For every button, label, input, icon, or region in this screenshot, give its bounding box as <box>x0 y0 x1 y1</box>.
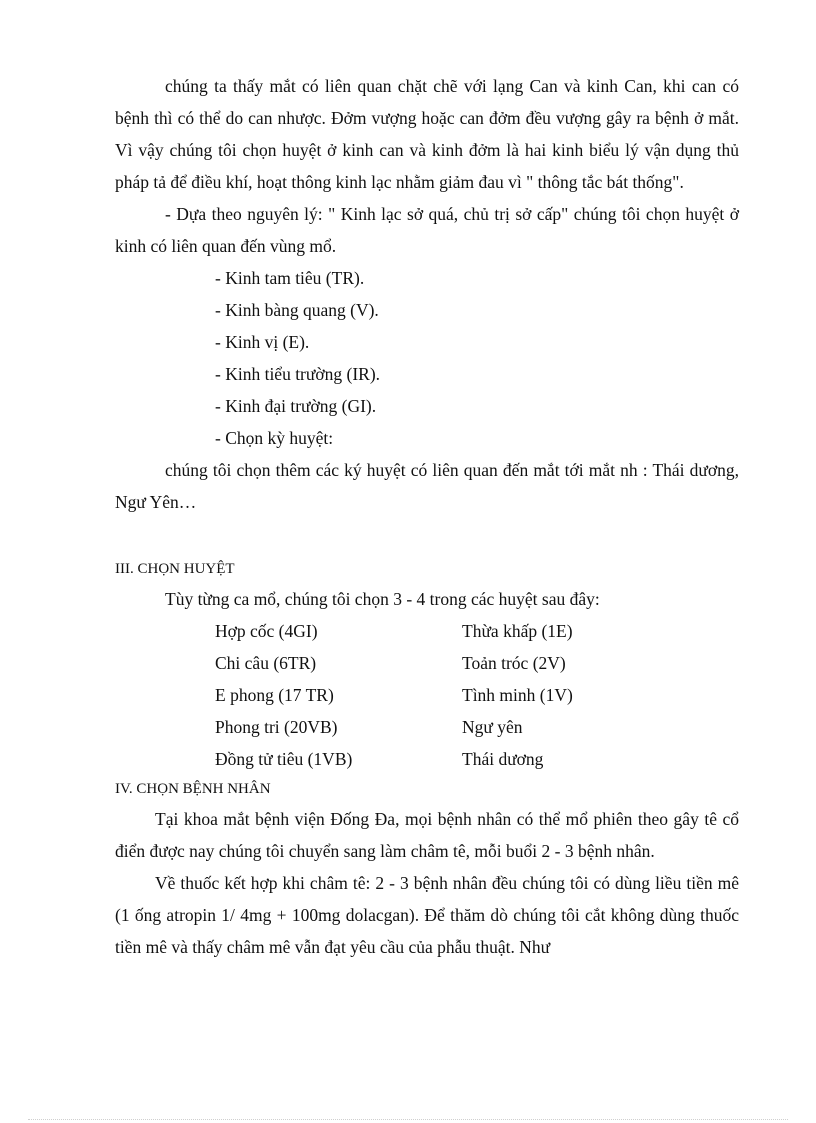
list-item: - Chọn kỳ huyệt: <box>215 428 334 448</box>
list-item: - Kinh tiểu trường (IR). <box>215 364 381 384</box>
list-item: - Kinh đại trường (GI). <box>215 396 377 416</box>
paragraph-principle: - Dựa theo nguyên lý: " Kinh lạc sở quá, chủ trị sở cấp" chúng tôi chọn huyệt ở kinh có liên quan đến vùng mổ. <box>115 204 739 256</box>
page-bottom-rule <box>28 1119 788 1120</box>
section-3 <box>115 555 739 775</box>
acupoint-right: Toản tróc (2V) <box>462 653 566 673</box>
section-4 <box>115 775 739 963</box>
meridian-list <box>115 262 739 454</box>
paragraph-extra-points: chúng tôi chọn thêm các ký huyệt có liên quan đến mắt tới mắt nh : Thái dương, Ngư Yên… <box>115 460 739 512</box>
paragraph-patients: Tại khoa mắt bệnh viện Đống Đa, mọi bệnh nhân có thể mổ phiên theo gây tê cổ điển được nay chúng tôi chuyển sang làm châm tê, mỗi buổi 2 - 3 bệnh nhân. <box>115 809 739 861</box>
paragraph-premedication: Về thuốc kết hợp khi châm tê: 2 - 3 bệnh nhân đều chúng tôi có dùng liều tiền mê (1 ống atropin 1/ 4mg + 100mg dolacgan). Để thăm dò chúng tôi cắt không dùng thuốc tiền mê và thấy châm mê vẫn đạt yêu cầu của phẫu thuật. Như <box>115 873 739 957</box>
section-heading: IV. CHỌN BỆNH NHÂN <box>115 781 271 797</box>
acupoint-left: Hợp cốc (4GI) <box>215 621 318 641</box>
acupoint-left: Phong tri (20VB) <box>215 717 338 737</box>
acupoint-right: Thái dương <box>462 749 544 769</box>
acupoint-left: Đồng tử tiêu (1VB) <box>215 749 353 769</box>
list-item: - Kinh tam tiêu (TR). <box>215 268 365 288</box>
acupoint-left: E phong (17 TR) <box>215 685 334 705</box>
content-block-1 <box>115 70 739 518</box>
section-heading: III. CHỌN HUYỆT <box>115 561 235 577</box>
list-item: - Kinh bàng quang (V). <box>215 300 379 320</box>
acupoint-right: Ngư yên <box>462 717 523 737</box>
acupoint-left: Chi câu (6TR) <box>215 653 317 673</box>
section-intro: Tùy từng ca mổ, chúng tôi chọn 3 - 4 trong các huyệt sau đây: <box>165 589 600 609</box>
list-item: - Kinh vị (E). <box>215 332 310 352</box>
acupoint-right: Tình minh (1V) <box>462 685 573 705</box>
acupoint-right: Thừa khấp (1E) <box>462 621 573 641</box>
acupoint-table <box>115 615 739 775</box>
paragraph-liver-gallbladder: chúng ta thấy mắt có liên quan chặt chẽ với lạng Can và kinh Can, khi can có bệnh thì có thể do can nhược. Đởm vượng hoặc can đởm đều vượng gây ra bệnh ở mắt. Vì vậy chúng tôi chọn huyệt ở kinh can và kinh đởm là hai kinh biểu lý vận dụng thủ pháp tả để điều khí, hoạt thông kinh lạc nhằm giảm đau vì " thông tắc bát thống". <box>115 76 739 192</box>
